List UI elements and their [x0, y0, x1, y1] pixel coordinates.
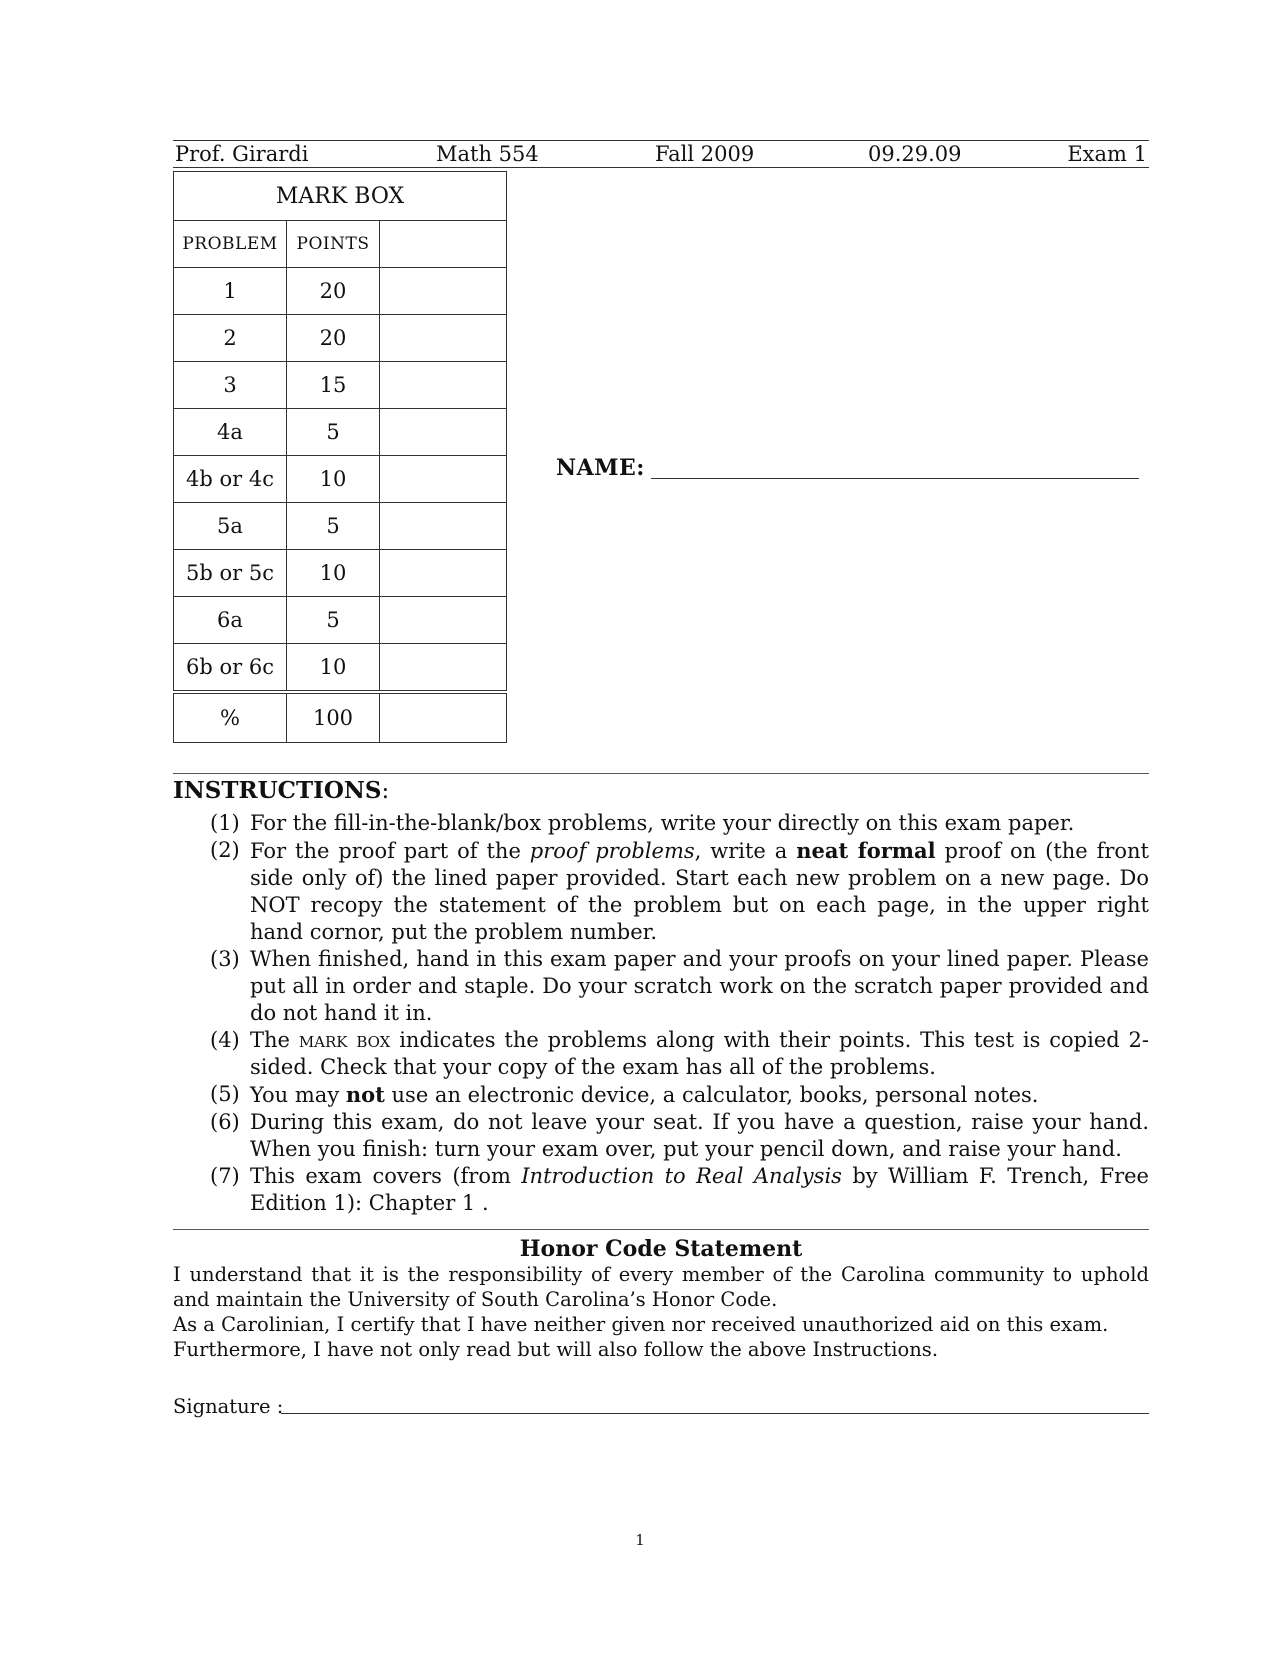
- list-item: [173, 946, 1149, 1027]
- item-text: proof on (the front side only of) the lined paper provided. Start each new problem on a new page. Do NOT recopy the statement of the problem but on each page, in the upper right hand cornor, put the problem number.: [250, 839, 1149, 944]
- table-row: [174, 550, 507, 597]
- table-row: [174, 362, 507, 409]
- score-cell[interactable]: [380, 409, 507, 456]
- header-term: Fall 2009: [655, 142, 755, 166]
- honor-code-statement: [173, 1262, 1149, 1362]
- header-professor: Prof. Girardi: [175, 142, 309, 166]
- problem-cell: 4b or 4c: [174, 456, 287, 503]
- item-number: (5): [210, 1082, 240, 1106]
- list-item: [173, 1027, 1149, 1081]
- problem-cell: 6a: [174, 597, 287, 644]
- mark-box-table: [173, 220, 507, 743]
- problem-cell: 2: [174, 315, 287, 362]
- total-score-cell[interactable]: [380, 692, 507, 743]
- item-text: For the fill-in-the-blank/box problems, write your directly on this exam paper.: [250, 811, 1075, 835]
- item-number: (3): [210, 947, 240, 971]
- score-cell[interactable]: [380, 362, 507, 409]
- score-header-cell: [380, 221, 507, 268]
- item-text: , write a: [694, 839, 797, 863]
- name-label: NAME:: [556, 455, 645, 481]
- name-field[interactable]: [651, 478, 1139, 479]
- score-cell[interactable]: [380, 456, 507, 503]
- mark-box: [173, 171, 507, 743]
- item-number: (7): [210, 1164, 240, 1188]
- problem-cell: 5b or 5c: [174, 550, 287, 597]
- item-text: by William F. Trench, Free Edition 1): Chapter 1 .: [250, 1164, 1149, 1215]
- header-date: 09.29.09: [868, 142, 962, 166]
- item-text: When finished, hand in this exam paper and your proofs on your lined paper. Please put all in order and staple. Do your scratch work on the scratch paper provided and do not hand it in.: [250, 947, 1149, 1025]
- score-cell[interactable]: [380, 503, 507, 550]
- column-header-problem: PROBLEM: [174, 221, 287, 268]
- table-row: [174, 315, 507, 362]
- total-label-cell: %: [174, 692, 287, 743]
- item-text: The: [250, 1028, 299, 1052]
- item-emphasis: Introduction to Real Analysis: [521, 1164, 842, 1188]
- header-course: Math 554: [436, 142, 539, 166]
- points-cell: 10: [287, 456, 380, 503]
- problem-cell: 6b or 6c: [174, 644, 287, 693]
- problem-cell: 5a: [174, 503, 287, 550]
- honor-paragraph: As a Carolinian, I certify that I have neither given nor received unauthorized aid on this exam.: [173, 1313, 1109, 1336]
- points-cell: 5: [287, 409, 380, 456]
- list-item: [173, 1109, 1149, 1163]
- item-number: (1): [210, 811, 240, 835]
- score-cell[interactable]: [380, 644, 507, 693]
- honor-paragraph: I understand that it is the responsibility of every member of the Carolina community to uphold and maintain the University of South Carolina’s Honor Code.: [173, 1263, 1149, 1311]
- item-strong: neat formal: [796, 838, 936, 863]
- table-row: [174, 268, 507, 315]
- score-cell[interactable]: [380, 597, 507, 644]
- problem-cell: 1: [174, 268, 287, 315]
- problem-cell: 4a: [174, 409, 287, 456]
- item-number: (2): [210, 838, 240, 862]
- instructions-title-text: INSTRUCTIONS: [173, 777, 382, 804]
- list-item: [173, 1163, 1149, 1217]
- points-cell: 10: [287, 644, 380, 693]
- total-points-cell: 100: [287, 692, 380, 743]
- list-item: [173, 1081, 1149, 1109]
- total-row: [174, 692, 507, 743]
- points-cell: 10: [287, 550, 380, 597]
- score-cell[interactable]: [380, 550, 507, 597]
- signature-field[interactable]: [281, 1413, 1149, 1414]
- item-text: use an electronic device, a calculator, books, personal notes.: [384, 1083, 1039, 1107]
- item-text: During this exam, do not leave your seat. If you have a question, raise your hand. When you finish: turn your exam over, put your pencil down, and raise your hand.: [250, 1110, 1149, 1161]
- instructions-list: [173, 810, 1149, 1217]
- item-emphasis: proof problems: [529, 839, 695, 863]
- table-row: [174, 597, 507, 644]
- item-smallcaps: mark box: [298, 1028, 391, 1052]
- table-row: [174, 456, 507, 503]
- exam-header: [173, 140, 1149, 168]
- item-number: (6): [210, 1110, 240, 1134]
- points-cell: 20: [287, 315, 380, 362]
- header-exam: Exam 1: [1067, 142, 1147, 166]
- instructions-title: [173, 777, 389, 804]
- points-cell: 5: [287, 503, 380, 550]
- honor-code-title: Honor Code Statement: [519, 1236, 803, 1262]
- list-item: [173, 810, 1149, 837]
- table-row: [174, 409, 507, 456]
- item-text: For the proof part of the: [250, 839, 530, 863]
- item-text: indicates the problems along with their points. This test is copied 2-sided. Check that your copy of the exam has all of the problems.: [250, 1028, 1149, 1079]
- item-text: This exam covers (from: [250, 1164, 522, 1188]
- table-row: [174, 503, 507, 550]
- divider: [173, 773, 1149, 774]
- problem-cell: 3: [174, 362, 287, 409]
- item-text: You may: [250, 1083, 346, 1107]
- column-header-points: POINTS: [287, 221, 380, 268]
- list-item: [173, 837, 1149, 946]
- signature-label: Signature :: [173, 1395, 284, 1418]
- item-strong: not: [345, 1082, 385, 1107]
- mark-box-header-row: [174, 221, 507, 268]
- instructions-title-colon: :: [381, 778, 390, 804]
- table-row: [174, 644, 507, 693]
- mark-box-title: MARK BOX: [173, 171, 507, 220]
- points-cell: 20: [287, 268, 380, 315]
- honor-paragraph: Furthermore, I have not only read but will also follow the above Instructions.: [173, 1338, 939, 1361]
- points-cell: 5: [287, 597, 380, 644]
- score-cell[interactable]: [380, 315, 507, 362]
- divider: [173, 1229, 1149, 1230]
- page-number: 1: [635, 1531, 645, 1549]
- points-cell: 15: [287, 362, 380, 409]
- score-cell[interactable]: [380, 268, 507, 315]
- item-number: (4): [210, 1028, 240, 1052]
